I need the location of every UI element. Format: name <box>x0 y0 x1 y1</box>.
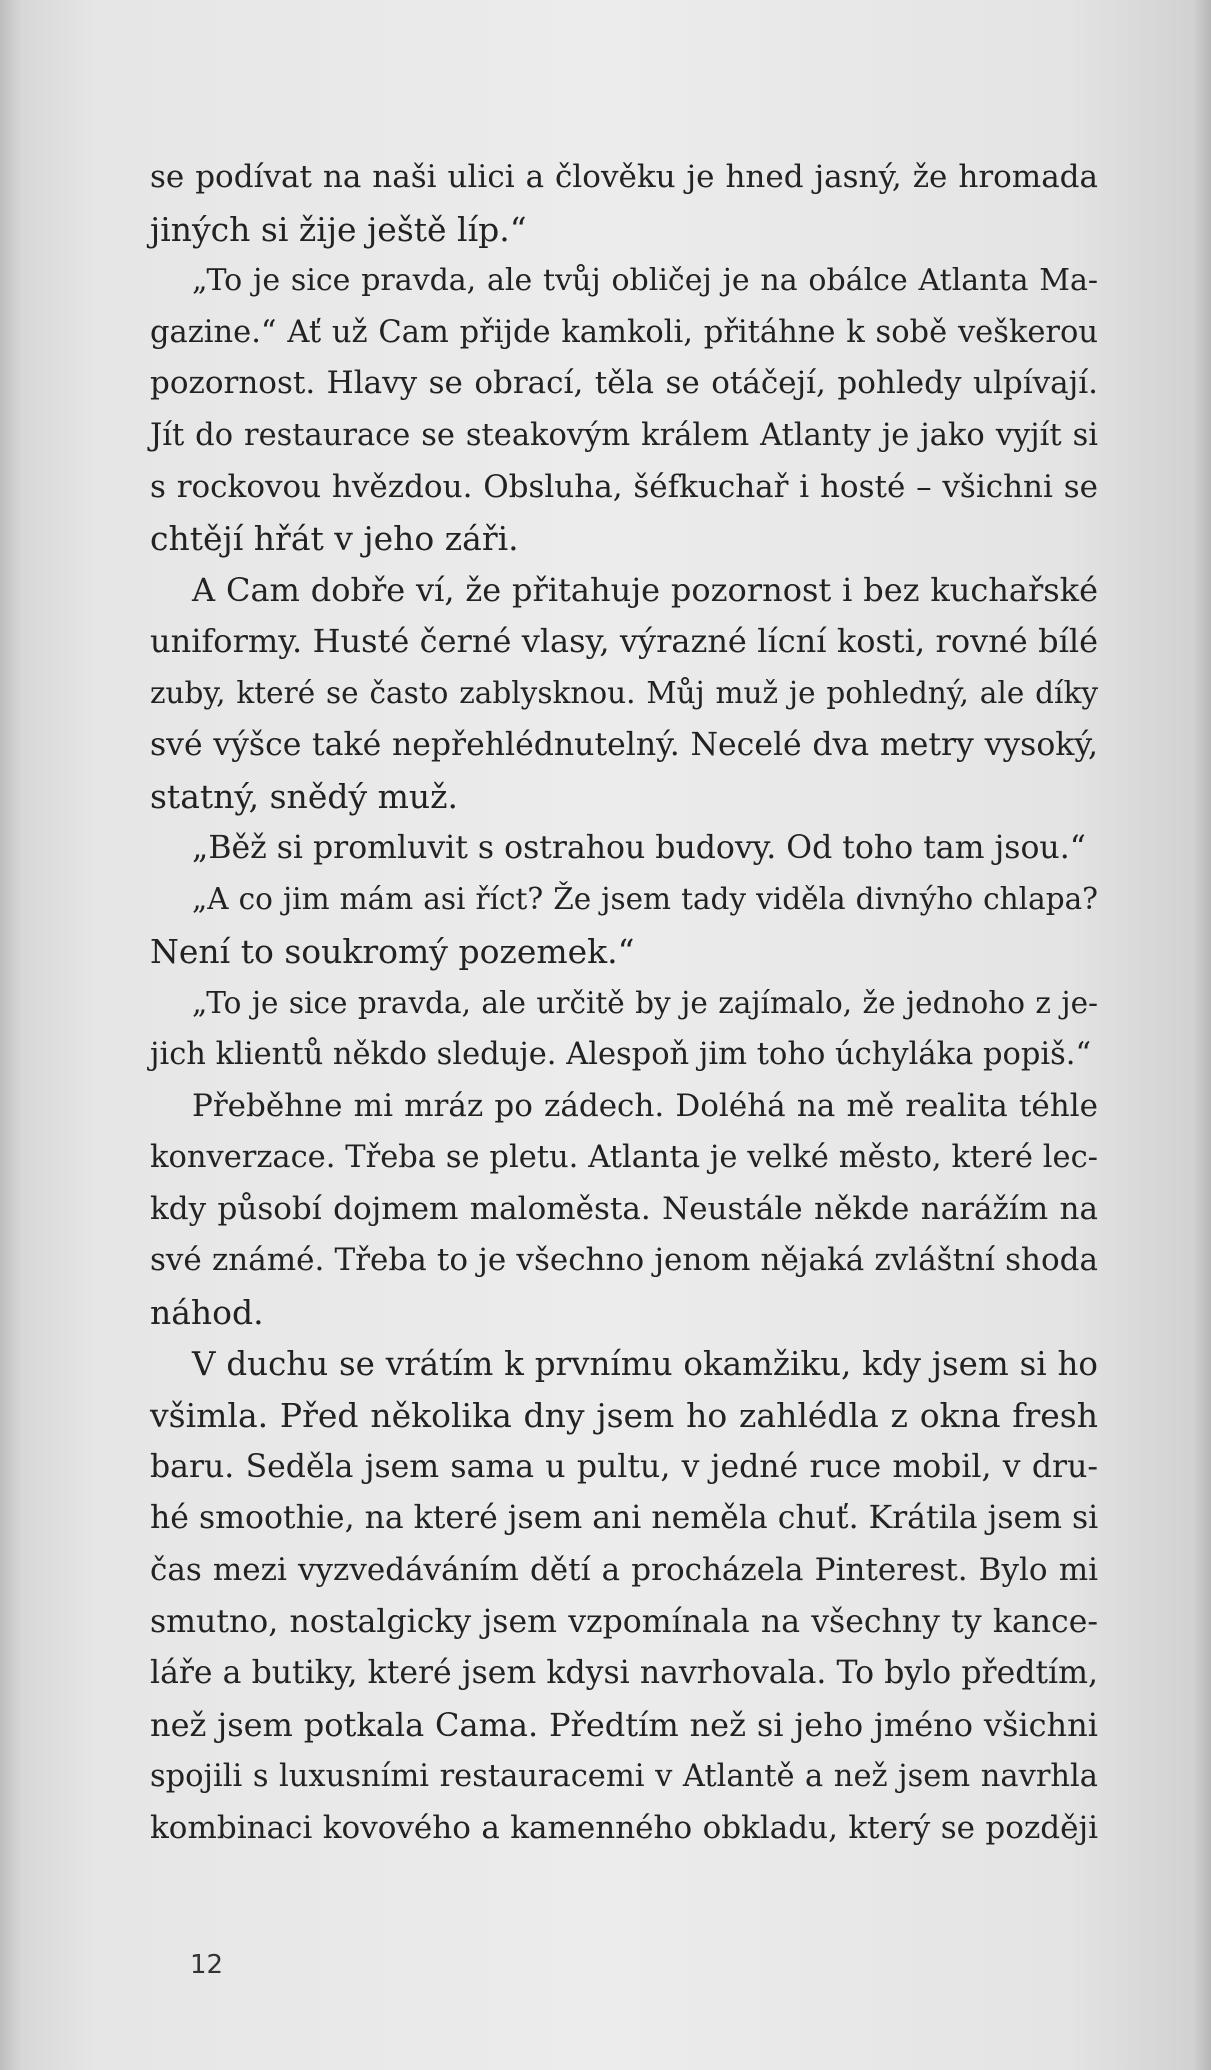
text-line: jich klientů někdo sleduje. Alespoň jim toho úchyláka popiš.“ <box>150 1037 1092 1073</box>
page-shadow-left <box>0 0 22 2070</box>
text-line: „To je sice pravda, ale určitě by je zajímalo, že jednoho z je- <box>192 985 1098 1020</box>
text-line: gazine.“ Ať už Cam přijde kamkoli, přitáhne k sobě veškerou <box>150 314 1098 350</box>
text-line: kombinaci kovového a kamenného obkladu, který se později <box>150 1810 1098 1846</box>
text-line: „To je sice pravda, ale tvůj obličej je na obálce Atlanta Ma- <box>192 263 1098 299</box>
text-line: Jít do restaurace se steakovým králem Atlanty je jako vyjít si <box>150 417 1098 453</box>
text-line: než jsem potkala Cama. Předtím než si jeho jméno všichni <box>150 1705 1098 1744</box>
text-line: s rockovou hvězdou. Obsluha, šéfkuchař i hosté – všichni se <box>150 468 1098 505</box>
text-line: „A co jim mám asi říct? Že jsem tady viděla divnýho chlapa? <box>192 882 1098 917</box>
text-line: jiných si žije ještě líp.“ <box>150 209 527 249</box>
text-line: konverzace. Třeba se pletu. Atlanta je velké město, které lec- <box>150 1140 1098 1176</box>
text-line: baru. Seděla jsem sama u pultu, v jedné ruce mobil, v dru- <box>150 1448 1098 1485</box>
text-line: všimla. Před několika dny jsem ho zahlédla z okna fresh <box>150 1396 1098 1436</box>
body-text <box>150 152 1098 1855</box>
text-line: své výšce také nepřehlédnutelný. Necelé dva metry vysoký, <box>150 726 1098 763</box>
text-line: spojili s luxusními restauracemi v Atlantě a než jsem navrhla <box>150 1759 1098 1795</box>
text-line: „Běž si promluvit s ostrahou budovy. Od toho tam jsou.“ <box>192 829 1086 866</box>
text-line: Není to soukromý pozemek.“ <box>150 931 635 971</box>
text-line: smutno, nostalgicky jsem vzpomínala na všechny ty kance- <box>150 1603 1098 1640</box>
text-line: kdy působí dojmem maloměsta. Neustále někde narážím na <box>150 1190 1098 1227</box>
text-line: náhod. <box>150 1293 264 1333</box>
text-line: se podívat na naši ulici a člověku je hned jasný, že hromada <box>150 159 1098 195</box>
page-shadow-right <box>1193 0 1211 2070</box>
text-line: Přeběhne mi mráz po zádech. Doléhá na mě realita téhle <box>192 1087 1098 1124</box>
page-number: 12 <box>190 1950 224 1980</box>
text-line: své známé. Třeba to je všechno jenom nějaká zvláštní shoda <box>150 1242 1098 1279</box>
text-line: V duchu se vrátím k prvnímu okamžiku, kdy jsem si ho <box>192 1344 1098 1383</box>
text-line: zuby, které se často zablysknou. Můj muž je pohledný, ale díky <box>150 675 1098 710</box>
text-line: A Cam dobře ví, že přitahuje pozornost i bez kuchařské <box>192 570 1098 609</box>
text-line: uniformy. Husté černé vlasy, výrazné lícní kosti, rovné bílé <box>150 622 1098 661</box>
text-line: chtějí hřát v jeho záři. <box>150 519 519 559</box>
text-line: statný, snědý muž. <box>150 777 459 817</box>
text-line: hé smoothie, na které jsem ani neměla chuť. Krátila jsem si <box>150 1500 1099 1537</box>
text-line: pozornost. Hlavy se obrací, těla se otáčejí, pohledy ulpívají. <box>150 365 1098 402</box>
text-line: čas mezi vyzvedáváním dětí a procházela Pinterest. Bylo mi <box>150 1552 1098 1589</box>
text-line: láře a butiky, které jsem kdysi navrhovala. To bylo předtím, <box>150 1655 1098 1692</box>
